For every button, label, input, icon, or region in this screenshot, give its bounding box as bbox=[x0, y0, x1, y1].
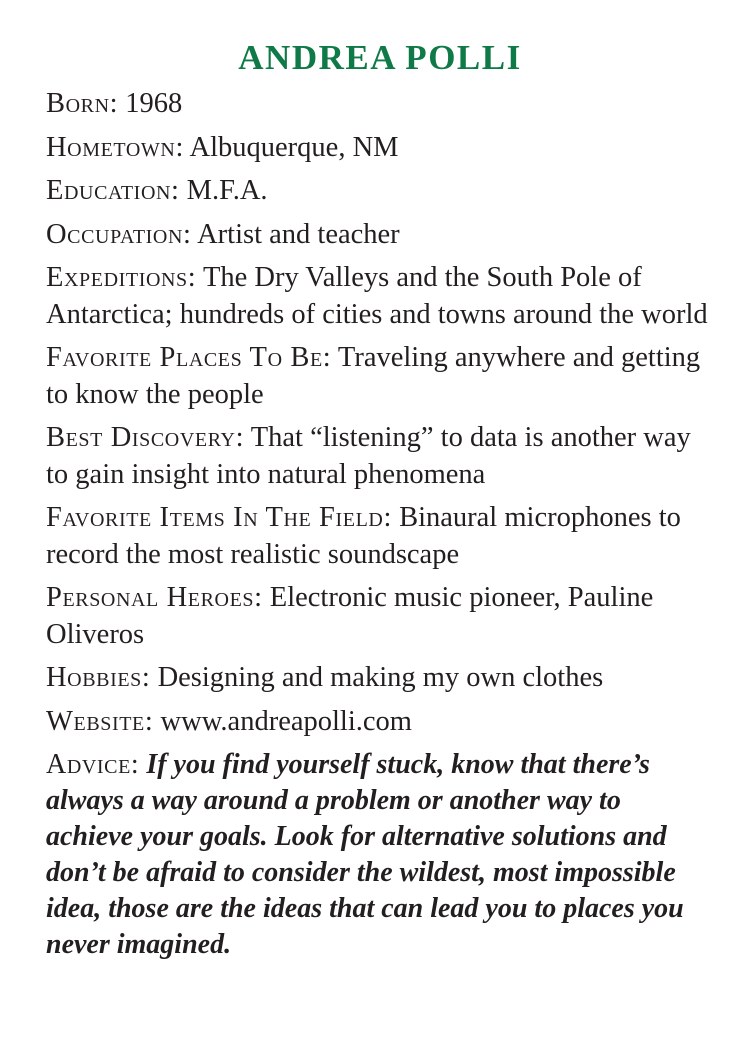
occupation-label: Occupation: bbox=[46, 218, 192, 250]
hobbies-label: Hobbies: bbox=[46, 662, 151, 693]
expeditions-label: Expeditions: bbox=[46, 262, 197, 293]
website-label: Website: bbox=[46, 705, 154, 737]
entry-personal-heroes bbox=[46, 580, 714, 653]
hometown-value: Albuquerque, NM bbox=[189, 131, 399, 163]
entry-best-discovery bbox=[46, 420, 714, 493]
website-value: www.andreapolli.com bbox=[160, 705, 412, 737]
favorite-items-value: Binaural microphones to record the most realistic soundscape bbox=[46, 502, 681, 570]
entry-favorite-places bbox=[46, 340, 714, 413]
entry-expeditions bbox=[46, 260, 714, 333]
entry-born bbox=[46, 86, 714, 123]
hobbies-value: Designing and making my own clothes bbox=[157, 662, 604, 693]
entry-website bbox=[46, 704, 714, 741]
education-value: M.F.A. bbox=[186, 175, 268, 206]
entry-advice bbox=[46, 747, 714, 963]
best-discovery-value: That “listening” to data is another way to gain insight into natural phenomena bbox=[46, 422, 691, 490]
born-label: Born: bbox=[46, 88, 119, 119]
entry-occupation bbox=[46, 217, 714, 254]
best-discovery-label: Best Discovery: bbox=[46, 422, 245, 453]
entry-favorite-items bbox=[46, 500, 714, 573]
occupation-value: Artist and teacher bbox=[197, 218, 400, 250]
entry-education bbox=[46, 173, 714, 210]
personal-heroes-value: Electronic music pioneer, Pauline Oliveros bbox=[46, 582, 654, 650]
born-value: 1968 bbox=[125, 88, 183, 119]
profile-name: ANDREA POLLI bbox=[238, 38, 522, 77]
advice-value: If you find yourself stuck, know that there’s always a way around a problem or another way to achieve your goals. Look for alternative solutions and don’t be afraid to consider the wildest, most impossible idea, those are the ideas that can lead you to places you never imagined. bbox=[46, 749, 684, 960]
hometown-label: Hometown: bbox=[46, 131, 184, 163]
entry-hobbies bbox=[46, 660, 714, 697]
entry-hometown bbox=[46, 130, 714, 167]
education-label: Education: bbox=[46, 175, 180, 206]
expeditions-value: The Dry Valleys and the South Pole of Antarctica; hundreds of cities and towns around the world bbox=[46, 262, 708, 330]
personal-heroes-label: Personal Heroes: bbox=[46, 582, 263, 613]
profile-card bbox=[46, 36, 714, 970]
favorite-places-label: Favorite Places To Be: bbox=[46, 342, 332, 373]
advice-label: Advice: bbox=[46, 749, 140, 780]
favorite-places-value: Traveling anywhere and getting to know the people bbox=[46, 342, 701, 410]
favorite-items-label: Favorite Items In The Field: bbox=[46, 502, 392, 533]
